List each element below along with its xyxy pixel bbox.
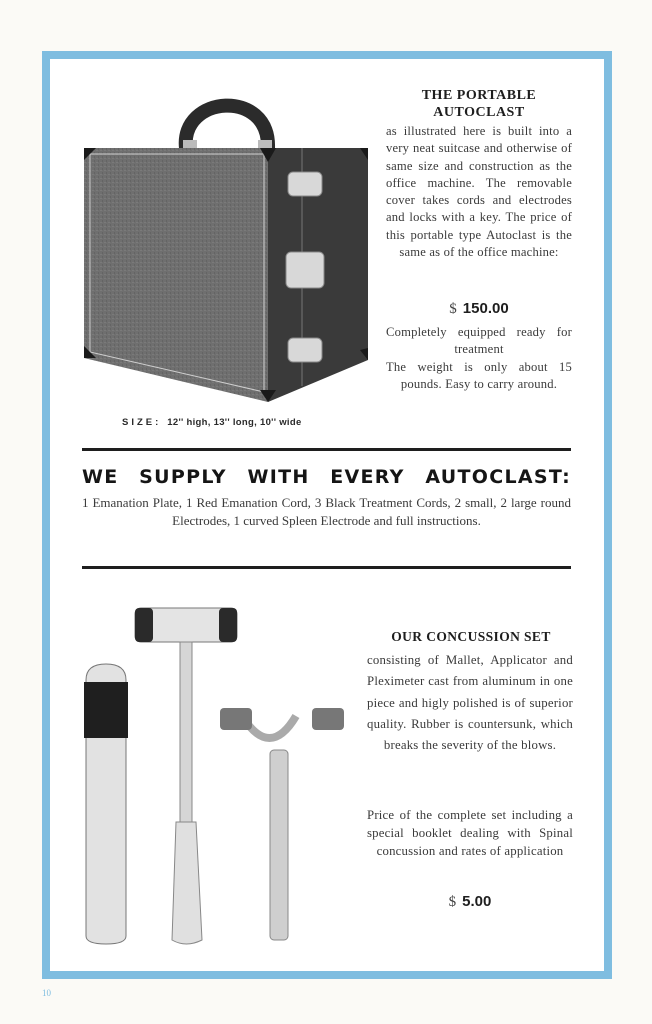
portable-description: as illustrated here is built into a very neat suitcase and otherwise of same size and construction as the office machine. The removable cover takes cords and electrodes and locks with a key. The price of this portable type Autoclast is the same as of the office machine: (386, 124, 572, 260)
supply-heading: WE SUPPLY WITH EVERY AUTOCLAST: (82, 466, 571, 488)
concussion-price-value: 5.00 (462, 893, 492, 910)
concussion-set-image (80, 600, 350, 950)
portable-title-line2: AUTOCLAST (433, 105, 525, 120)
dollar-symbol: $ (449, 301, 457, 317)
portable-price (386, 300, 572, 318)
divider-bottom (82, 566, 571, 569)
concussion-price (367, 893, 573, 911)
portable-title-line1: THE PORTABLE (421, 88, 537, 103)
size-caption (122, 417, 302, 428)
dollar-symbol: $ (448, 894, 457, 910)
concussion-title: OUR CONCUSSION SET (391, 629, 551, 644)
portable-equipped-text: Completely equipped ready for treatment (386, 325, 572, 357)
concussion-price-text: Price of the complete set including a special booklet dealing with Spinal concussion and rates of application (367, 808, 573, 858)
portable-weight-text: The weight is only about 15 pounds. Easy to carry around. (386, 360, 572, 392)
portable-price-value: 150.00 (462, 300, 509, 317)
supply-text: 1 Emanation Plate, 1 Red Emanation Cord, 3 Black Treatment Cords, 2 small, 2 large round Electrodes, 1 curved Spleen Electrode and full instructions. (82, 495, 571, 528)
size-value: 12'' high, 13'' long, 10'' wide (167, 417, 302, 428)
size-key: SIZE: (122, 417, 162, 428)
suitcase-image (80, 90, 372, 402)
portable-title (384, 87, 574, 121)
concussion-description: consisting of Mallet, Applicator and Pleximeter cast from aluminum in one piece and higly polished is of superior quality. Rubber is countersunk, which breaks the severity of the blows. (367, 653, 573, 753)
page-number: 10 (42, 988, 51, 998)
divider-top (82, 448, 571, 451)
